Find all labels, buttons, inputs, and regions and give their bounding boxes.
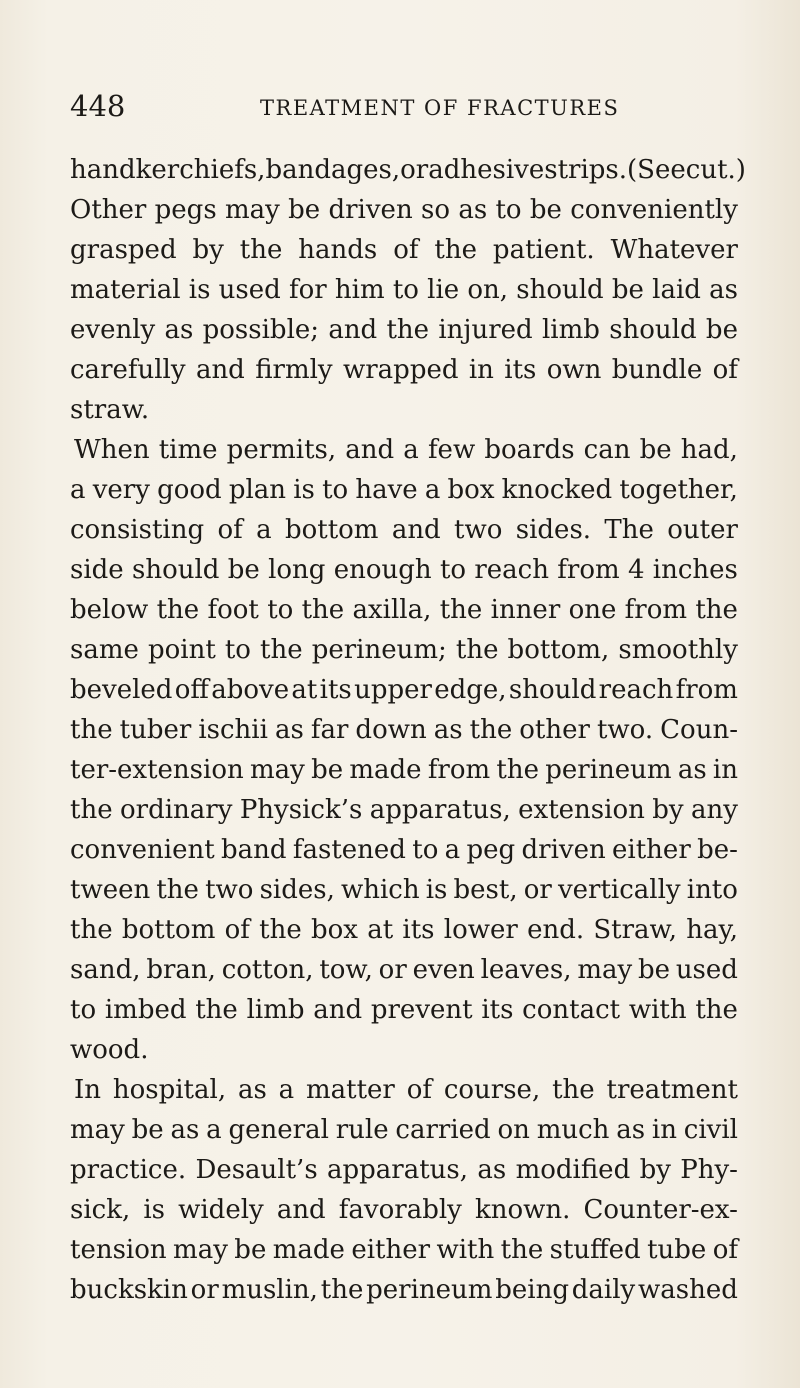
word: other: [519, 715, 590, 745]
word: grasped: [70, 235, 177, 265]
word: own: [546, 355, 602, 385]
word: on: [497, 1115, 530, 1145]
word: and: [313, 995, 363, 1025]
word: sick,: [70, 1195, 131, 1225]
word: and: [328, 315, 378, 345]
word: plan: [228, 475, 287, 505]
word: Whatever: [610, 235, 738, 265]
word: either: [351, 1235, 431, 1265]
word: its: [504, 355, 537, 385]
text-line: [70, 190, 738, 230]
word: the: [301, 595, 345, 625]
word: hospital,: [112, 1075, 227, 1105]
word: prevent: [370, 995, 473, 1025]
word: favorably: [338, 1195, 462, 1225]
word: to: [322, 475, 349, 505]
word: to: [412, 835, 439, 865]
text-line: [70, 230, 738, 270]
word: bran,: [146, 955, 216, 985]
text-line: [70, 910, 738, 950]
word: the: [195, 995, 238, 1025]
word: perineum: [545, 755, 672, 785]
word: contact: [522, 995, 621, 1025]
word: down: [355, 715, 427, 745]
word: as: [274, 715, 304, 745]
word: as: [477, 1155, 507, 1185]
word: is: [143, 1195, 166, 1225]
word: of: [393, 235, 419, 265]
word: strips.: [544, 155, 628, 185]
word: convenient: [70, 835, 215, 865]
word: outer: [667, 515, 738, 545]
word: is: [188, 275, 211, 305]
page-number: 448: [70, 89, 126, 123]
word: be: [227, 555, 260, 585]
word: from: [675, 675, 738, 705]
word: its: [402, 915, 435, 945]
word: him: [334, 275, 385, 305]
word: of: [406, 1075, 432, 1105]
word: Phy-: [680, 1155, 738, 1185]
word: from: [557, 555, 620, 585]
text-line: [70, 1070, 738, 1110]
word: as: [170, 1115, 200, 1145]
word: reach: [598, 675, 674, 705]
word: the: [239, 235, 283, 265]
text-line: [70, 870, 738, 910]
word: handkerchiefs,: [70, 155, 266, 185]
word: into: [686, 875, 738, 905]
word: be: [637, 955, 670, 985]
word: two.: [596, 715, 654, 745]
word: perineum;: [311, 635, 447, 665]
word: the: [695, 995, 738, 1025]
word: as: [677, 755, 707, 785]
text-line: [70, 630, 738, 670]
word: either: [612, 835, 691, 865]
word: extension: [518, 795, 645, 825]
word: have: [355, 475, 418, 505]
text-line: [70, 590, 738, 630]
word: ter-extension: [70, 755, 244, 785]
word: wood.: [70, 1035, 149, 1065]
word: from: [624, 595, 688, 625]
word: to: [439, 555, 467, 585]
word: be: [639, 435, 672, 465]
text-line: [70, 350, 738, 390]
word: the: [320, 1275, 364, 1305]
word: for: [288, 275, 327, 305]
word: is: [293, 475, 315, 505]
word: to: [70, 995, 97, 1025]
text-line: [70, 750, 738, 790]
word: driven: [521, 835, 606, 865]
word: cotton,: [221, 955, 314, 985]
word: a: [424, 475, 441, 505]
word: below: [70, 595, 149, 625]
word: as: [433, 715, 463, 745]
word: so: [421, 195, 451, 225]
word: vertically: [557, 875, 681, 905]
word: (See: [627, 155, 686, 185]
word: bottom: [284, 515, 379, 545]
word: the: [552, 1075, 595, 1105]
word: point: [147, 635, 216, 665]
word: a: [206, 1115, 222, 1145]
word: patient.: [492, 235, 595, 265]
text-line: [70, 710, 738, 750]
word: material: [70, 275, 181, 305]
text-line: [70, 270, 738, 310]
word: and: [195, 355, 245, 385]
word: long: [268, 555, 326, 585]
word: as: [709, 275, 738, 305]
text-line: [70, 1190, 738, 1230]
text-line: [70, 470, 738, 510]
word: and: [391, 515, 441, 545]
word: even: [412, 955, 475, 985]
word: the: [70, 915, 113, 945]
word: may: [250, 755, 305, 785]
word: or: [523, 875, 552, 905]
word: be: [529, 195, 562, 225]
word: two: [454, 515, 503, 545]
word: or: [190, 1275, 219, 1305]
word: tension: [70, 1235, 167, 1265]
word: the: [434, 235, 477, 265]
word: from: [427, 755, 491, 785]
word: limb: [246, 995, 305, 1025]
word: axilla,: [352, 595, 432, 625]
word: ordinary: [120, 795, 233, 825]
word: on,: [467, 275, 509, 305]
word: its: [481, 995, 514, 1025]
word: peg: [466, 835, 516, 865]
word: sides.: [515, 515, 592, 545]
word: tube: [647, 1235, 707, 1265]
word: ischii: [198, 715, 268, 745]
word: reach: [474, 555, 549, 585]
word: the: [469, 715, 513, 745]
body-text: [70, 150, 746, 1310]
word: hay,: [686, 915, 738, 945]
word: course,: [443, 1075, 541, 1105]
word: side: [70, 555, 124, 585]
word: band: [221, 835, 287, 865]
word: bottom: [121, 915, 216, 945]
word: inner: [490, 595, 561, 625]
word: When: [74, 435, 150, 465]
word: be: [234, 1235, 267, 1265]
word: be: [611, 275, 644, 305]
word: perineum: [366, 1275, 493, 1305]
word: off: [174, 675, 209, 705]
word: leaves,: [480, 955, 572, 985]
word: time: [158, 435, 218, 465]
word: as: [616, 1115, 646, 1145]
word: a: [444, 835, 461, 865]
word: Coun-: [660, 715, 738, 745]
word: in: [651, 1115, 677, 1145]
word: to: [224, 635, 251, 665]
word: may: [577, 955, 633, 985]
text-line: [70, 990, 738, 1030]
text-line: [70, 150, 746, 190]
word: the: [260, 635, 303, 665]
word: Physick’s: [239, 795, 363, 825]
word: may: [70, 1115, 125, 1145]
word: apparatus,: [369, 795, 511, 825]
word: used: [675, 955, 738, 985]
word: 4: [627, 555, 645, 585]
word: bundle: [611, 355, 703, 385]
word: daily: [571, 1275, 636, 1305]
word: as: [164, 315, 194, 345]
running-head: TREATMENT OF FRACTURES: [260, 96, 620, 120]
word: stuffed: [549, 1235, 641, 1265]
word: cut.): [685, 155, 746, 185]
word: as: [458, 195, 488, 225]
word: at: [367, 915, 394, 945]
text-line: [70, 830, 738, 870]
word: general: [228, 1115, 329, 1145]
word: Desault’s: [195, 1155, 318, 1185]
word: and: [345, 435, 395, 465]
word: of: [217, 515, 243, 545]
word: to: [495, 195, 522, 225]
word: the: [386, 315, 430, 345]
word: end.: [527, 915, 585, 945]
word: two: [205, 875, 254, 905]
word: and: [276, 1195, 326, 1225]
word: made: [349, 755, 422, 785]
word: the: [500, 1235, 544, 1265]
word: boards: [484, 435, 575, 465]
word: by: [192, 235, 224, 265]
word: box: [447, 475, 495, 505]
word: of: [224, 915, 250, 945]
word: with: [628, 995, 687, 1025]
word: matter: [305, 1075, 395, 1105]
text-line: [70, 790, 738, 830]
word: or: [378, 955, 407, 985]
text-line: [70, 430, 738, 470]
word: the: [455, 635, 499, 665]
word: made: [272, 1235, 345, 1265]
word: washed: [638, 1275, 738, 1305]
word: modified: [515, 1155, 631, 1185]
word: at: [291, 675, 318, 705]
word: of: [712, 1235, 738, 1265]
word: widely: [178, 1195, 264, 1225]
word: be: [705, 315, 738, 345]
word: should: [609, 315, 697, 345]
word: firmly: [255, 355, 333, 385]
word: apparatus,: [327, 1155, 469, 1185]
word: good: [157, 475, 222, 505]
word: much: [536, 1115, 610, 1145]
word: be-: [697, 835, 738, 865]
word: tuber: [119, 715, 192, 745]
word: a: [256, 515, 272, 545]
word: conveniently: [570, 195, 738, 225]
word: far: [310, 715, 349, 745]
word: the: [156, 595, 200, 625]
word: beveled: [70, 675, 173, 705]
word: in: [468, 355, 494, 385]
word: by: [652, 795, 684, 825]
word: adhesive: [428, 155, 545, 185]
word: sides,: [259, 875, 335, 905]
word: rule: [335, 1115, 389, 1145]
word: to: [267, 595, 294, 625]
word: should: [516, 275, 604, 305]
word: best,: [453, 875, 518, 905]
word: evenly: [70, 315, 156, 345]
word: should: [132, 555, 220, 585]
word: bottom,: [507, 635, 610, 665]
word: above: [211, 675, 290, 705]
word: by: [639, 1155, 671, 1185]
text-line: [70, 550, 738, 590]
word: injured: [438, 315, 533, 345]
text-line: [70, 670, 738, 710]
word: the: [70, 715, 113, 745]
word: carefully: [70, 355, 186, 385]
word: be: [288, 195, 321, 225]
word: The: [604, 515, 654, 545]
text-line: [70, 310, 738, 350]
word: enough: [333, 555, 432, 585]
word: the: [156, 875, 199, 905]
word: foot: [207, 595, 259, 625]
word: should: [508, 675, 597, 705]
word: together,: [619, 475, 738, 505]
word: Counter-ex-: [583, 1195, 738, 1225]
word: buckskin: [70, 1275, 188, 1305]
word: of: [712, 355, 738, 385]
word: practice.: [70, 1155, 187, 1185]
word: few: [427, 435, 476, 465]
word: imbed: [104, 995, 187, 1025]
text-line: [70, 1270, 738, 1310]
word: permits,: [226, 435, 337, 465]
word: a: [403, 435, 419, 465]
word: limb: [541, 315, 600, 345]
word: wrapped: [342, 355, 459, 385]
text-line: [70, 950, 738, 990]
text-line: [70, 1110, 738, 1150]
word: being: [495, 1275, 569, 1305]
page-header: [70, 86, 730, 126]
word: hands: [298, 235, 378, 265]
word: treatment: [606, 1075, 738, 1105]
word: civil: [683, 1115, 738, 1145]
word: which: [340, 875, 420, 905]
word: is: [425, 875, 448, 905]
word: inches: [652, 555, 738, 585]
word: box: [310, 915, 358, 945]
word: knocked: [501, 475, 613, 505]
text-line: [70, 390, 738, 430]
word: with: [436, 1235, 495, 1265]
word: may: [173, 1235, 228, 1265]
text-line: [70, 1150, 738, 1190]
word: one: [568, 595, 617, 625]
word: muslin,: [221, 1275, 318, 1305]
word: the: [70, 795, 113, 825]
word: known.: [474, 1195, 571, 1225]
word: its: [319, 675, 352, 705]
word: bandages,: [265, 155, 401, 185]
word: Straw,: [593, 915, 677, 945]
word: the: [439, 595, 483, 625]
word: Other: [70, 195, 147, 225]
word: consisting: [70, 515, 205, 545]
word: the: [259, 915, 302, 945]
word: pegs: [154, 195, 217, 225]
word: to: [392, 275, 419, 305]
word: can: [583, 435, 631, 465]
word: a: [70, 475, 86, 505]
word: the: [695, 595, 738, 625]
word: the: [496, 755, 540, 785]
word: smoothly: [618, 635, 738, 665]
word: laid: [652, 275, 701, 305]
word: sand,: [70, 955, 141, 985]
word: as: [237, 1075, 267, 1105]
word: lie: [427, 275, 460, 305]
word: be: [131, 1115, 164, 1145]
word: tween: [70, 875, 151, 905]
text-line: [70, 1230, 738, 1270]
word: same: [70, 635, 139, 665]
word: or: [400, 155, 429, 185]
word: any: [691, 795, 738, 825]
word: had,: [680, 435, 738, 465]
word: tow,: [319, 955, 373, 985]
text-line: [70, 510, 738, 550]
word: very: [92, 475, 150, 505]
text-line: [70, 1030, 738, 1070]
word: possible;: [202, 315, 320, 345]
word: fastened: [292, 835, 406, 865]
word: In: [74, 1075, 102, 1105]
word: carried: [395, 1115, 491, 1145]
word: straw.: [70, 395, 150, 425]
word: a: [278, 1075, 295, 1105]
word: be: [311, 755, 344, 785]
word: may: [224, 195, 280, 225]
word: edge,: [434, 675, 507, 705]
word: in: [712, 755, 738, 785]
word: used: [218, 275, 281, 305]
word: upper: [354, 675, 432, 705]
word: lower: [443, 915, 518, 945]
word: driven: [328, 195, 413, 225]
